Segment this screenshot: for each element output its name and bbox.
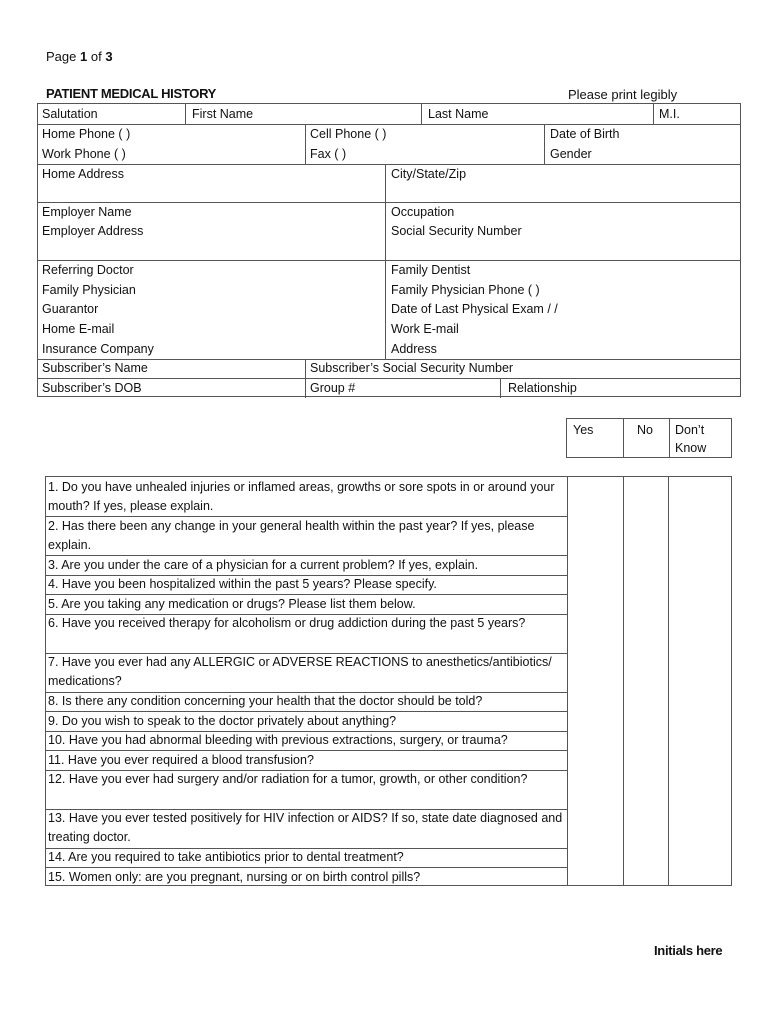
patient-info-section [37,103,741,397]
answer-yes-q8[interactable] [568,692,623,712]
group-number-field[interactable]: Group # [310,381,356,395]
answer-yes-q1[interactable] [568,477,623,516]
answer-dont-know-q5[interactable] [669,594,731,614]
question-6: 6. Have you received therapy for alcoholism or drug addiction during the past 5 years? [48,616,526,630]
answer-yes-q15[interactable] [568,867,623,887]
question-2: 2. Has there been any change in your general health within the past year? If yes, please explain. [48,518,535,552]
family-dentist-field[interactable]: Family Dentist [391,263,471,277]
question-10: 10. Have you had abnormal bleeding with previous extractions, surgery, or trauma? [48,733,508,747]
answer-dont-know-q14[interactable] [669,848,731,868]
family-physician-phone-field[interactable]: Family Physician Phone ( ) [391,283,540,297]
relationship-field[interactable]: Relationship [508,381,577,395]
date-of-birth-field[interactable]: Date of Birth [550,127,620,141]
question-5: 5. Are you taking any medication or drugs? Please list them below. [48,596,416,611]
dont-know-header: Don’t Know [675,423,707,455]
answer-no-q12[interactable] [624,770,668,809]
question-4: 4. Have you been hospitalized within the past 5 years? Please specify. [48,577,437,591]
question-8: 8. Is there any condition concerning your health that the doctor should be told? [48,694,483,708]
question-12: 12. Have you ever had surgery and/or radiation for a tumor, growth, or other condition? [48,772,528,786]
answer-dont-know-q1[interactable] [669,477,731,516]
last-name-field[interactable]: Last Name [428,107,489,121]
question-14: 14. Are you required to take antibiotics prior to dental treatment? [48,850,404,864]
answer-dont-know-q10[interactable] [669,731,731,751]
answer-yes-q14[interactable] [568,848,623,868]
answer-dont-know-q7[interactable] [669,653,731,692]
gender-field[interactable]: Gender [550,147,592,161]
answer-yes-q12[interactable] [568,770,623,809]
answer-no-q8[interactable] [624,692,668,712]
answer-yes-q9[interactable] [568,711,623,731]
print-legibly-note: Please print legibly [568,87,678,102]
question-1: 1. Do you have unhealed injuries or inflamed areas, growths or sore spots in or around your mouth? If yes, please explain. [48,479,555,513]
answer-yes-q10[interactable] [568,731,623,751]
answer-dont-know-q4[interactable] [669,575,731,595]
subscriber-dob-field[interactable]: Subscriber’s DOB [42,381,142,395]
home-email-field[interactable]: Home E-mail [42,322,115,336]
answer-no-q6[interactable] [624,614,668,653]
cell-phone-field[interactable]: Cell Phone ( ) [310,127,387,141]
answer-no-q7[interactable] [624,653,668,692]
answer-no-q9[interactable] [624,711,668,731]
salutation-field[interactable]: Salutation [42,107,98,121]
answer-dont-know-q12[interactable] [669,770,731,809]
answer-no-q2[interactable] [624,516,668,555]
question-3: 3. Are you under the care of a physician for a current problem? If yes, explain. [48,557,479,572]
answer-dont-know-q15[interactable] [669,867,731,887]
answer-no-q11[interactable] [624,750,668,770]
yes-header: Yes [573,423,594,437]
work-phone-field[interactable]: Work Phone ( ) [42,147,126,161]
question-13: 13. Have you ever tested positively for HIV infection or AIDS? If so, state date diagnosed and treating doctor. [48,811,563,844]
answer-dont-know-q11[interactable] [669,750,731,770]
answer-yes-q11[interactable] [568,750,623,770]
answer-yes-q7[interactable] [568,653,623,692]
middle-initial-field[interactable]: M.I. [659,107,680,121]
question-9: 9. Do you wish to speak to the doctor privately about anything? [48,713,397,728]
answer-dont-know-q8[interactable] [669,692,731,712]
ssn-field[interactable]: Social Security Number [391,224,522,238]
first-name-field[interactable]: First Name [192,107,254,121]
referring-doctor-field[interactable]: Referring Doctor [42,263,134,277]
insurance-address-field[interactable]: Address [391,342,437,356]
question-7: 7. Have you ever had any ALLERGIC or ADVERSE REACTIONS to anesthetics/antibiotics/ medications? [48,655,552,688]
answer-no-q13[interactable] [624,809,668,848]
answer-dont-know-q2[interactable] [669,516,731,555]
answer-no-q15[interactable] [624,867,668,887]
answer-yes-q5[interactable] [568,594,623,614]
city-state-zip-field[interactable]: City/State/Zip [391,167,467,181]
guarantor-field[interactable]: Guarantor [42,302,99,316]
family-physician-field[interactable]: Family Physician [42,283,136,297]
answer-no-q4[interactable] [624,575,668,595]
insurance-company-field[interactable]: Insurance Company [42,342,154,356]
answer-no-q1[interactable] [624,477,668,516]
page-number: Page 1 of 3 [46,49,113,64]
question-11: 11. Have you ever required a blood transfusion? [48,752,314,767]
answer-dont-know-q13[interactable] [669,809,731,848]
question-15: 15. Women only: are you pregnant, nursing or on birth control pills? [48,869,421,884]
answer-dont-know-q3[interactable] [669,555,731,575]
form-title: PATIENT MEDICAL HISTORY [46,86,217,101]
subscriber-name-field[interactable]: Subscriber’s Name [42,361,148,375]
fax-field[interactable]: Fax ( ) [310,147,347,161]
home-phone-field[interactable]: Home Phone ( ) [42,127,131,141]
questions-table [45,476,732,886]
answer-yes-q4[interactable] [568,575,623,595]
home-address-field[interactable]: Home Address [42,167,124,181]
no-header: No [637,423,653,437]
employer-address-field[interactable]: Employer Address [42,224,144,238]
answer-dont-know-q6[interactable] [669,614,731,653]
last-physical-exam-field[interactable]: Date of Last Physical Exam / / [391,302,558,316]
initials-label: Initials here [654,943,723,958]
answer-yes-q13[interactable] [568,809,623,848]
answer-yes-q3[interactable] [568,555,623,575]
subscriber-ssn-field[interactable]: Subscriber’s Social Security Number [310,361,514,375]
employer-name-field[interactable]: Employer Name [42,205,132,219]
work-email-field[interactable]: Work E-mail [391,322,459,336]
answer-header [566,418,732,458]
answer-no-q3[interactable] [624,555,668,575]
answer-yes-q2[interactable] [568,516,623,555]
answer-yes-q6[interactable] [568,614,623,653]
answer-no-q14[interactable] [624,848,668,868]
answer-dont-know-q9[interactable] [669,711,731,731]
answer-no-q5[interactable] [624,594,668,614]
occupation-field[interactable]: Occupation [391,205,455,219]
answer-no-q10[interactable] [624,731,668,751]
